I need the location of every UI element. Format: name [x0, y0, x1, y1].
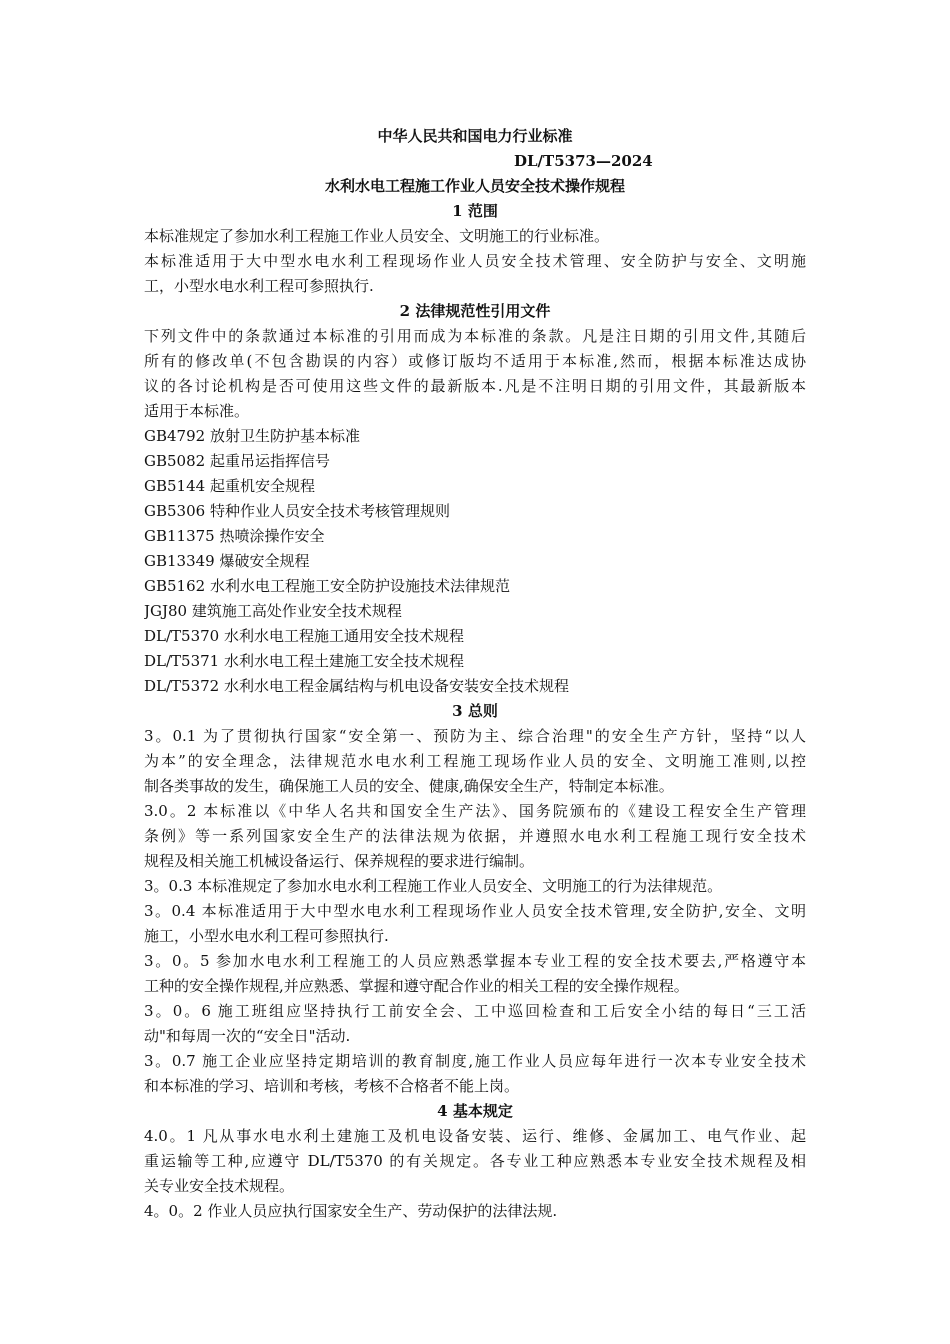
section-heading-basic-rules: 4 基本规定: [437, 1102, 513, 1120]
paragraph-line: 重运输等工种,应遵守 DL/T5370 的有关规定。各专业工种应熟悉本专业安全技术规程及相: [144, 1152, 806, 1170]
standard-org-title: 中华人民共和国电力行业标准: [377, 127, 573, 145]
paragraph-line: 3。0.7 施工企业应坚持定期培训的教育制度,施工作业人员应每年进行一次本专业安全技术: [144, 1052, 806, 1070]
reference-item: DL/T5372 水利水电工程金属结构与机电设备安装安全技术规程: [144, 677, 569, 695]
standard-code: DL/T5373—2024: [514, 152, 653, 170]
reference-item: GB5306 特种作业人员安全技术考核管理规则: [144, 502, 450, 520]
paragraph-line: 本标准规定了参加水利工程施工作业人员安全、文明施工的行业标准。: [144, 227, 610, 245]
section-heading-general: 3 总则: [452, 702, 498, 720]
paragraph-line: 下列文件中的条款通过本标准的引用而成为本标准的条款。凡是注日期的引用文件,其随后: [144, 327, 806, 345]
paragraph-line: 议的各讨论机构是否可使用这些文件的最新版本.凡是不注明日期的引用文件，其最新版本: [144, 377, 806, 395]
reference-item: GB4792 放射卫生防护基本标准: [144, 427, 360, 445]
reference-item: GB5082 起重吊运指挥信号: [144, 452, 330, 470]
paragraph-line: 适用于本标准。: [144, 402, 250, 420]
paragraph-line: 制各类事故的发生，确保施工人员的安全、健康,确保安全生产，特制定本标准。: [144, 777, 674, 795]
paragraph-line: 为本”的安全理念，法律规范水电水利工程施工现场作业人员的安全、文明施工准则,以控: [144, 752, 806, 770]
paragraph-line: 所有的修改单(不包含勘误的内容）或修订版均不适用于本标准,然而，根据本标准达成协: [144, 352, 806, 370]
paragraph-line: 本标准适用于大中型水电水利工程现场作业人员安全技术管理、安全防护与安全、文明施: [144, 252, 806, 270]
document-title: 水利水电工程施工作业人员安全技术操作规程: [324, 177, 625, 195]
paragraph-line: 3.0。2 本标准以《中华人名共和国安全生产法》、国务院颁布的《建设工程安全生产管理: [144, 802, 806, 820]
paragraph-line: 施工，小型水电水利工程可参照执行.: [144, 927, 389, 945]
document-body: [144, 124, 806, 1224]
reference-item: DL/T5371 水利水电工程土建施工安全技术规程: [144, 652, 464, 670]
paragraph-line: 工，小型水电水利工程可参照执行.: [144, 277, 374, 295]
reference-item: DL/T5370 水利水电工程施工通用安全技术规程: [144, 627, 464, 645]
paragraph-line: 4.0。1 凡从事水电水利土建施工及机电设备安装、运行、维修、金属加工、电气作业、起: [144, 1127, 806, 1145]
paragraph-line: 动"和每周一次的“安全日"活动.: [144, 1027, 351, 1045]
reference-item: GB13349 爆破安全规程: [144, 552, 310, 570]
section-heading-scope: 1 范围: [452, 202, 498, 220]
paragraph-line: 3。0.4 本标准适用于大中型水电水利工程现场作业人员安全技术管理,安全防护,安全、文明: [144, 902, 806, 920]
paragraph-line: 规程及相关施工机械设备运行、保养规程的要求进行编制。: [144, 852, 535, 870]
reference-item: GB11375 热喷涂操作安全: [144, 527, 325, 545]
paragraph-line: 3。0。6 施工班组应坚持执行工前安全会、工中巡回检查和工后安全小结的每日“三工活: [144, 1002, 806, 1020]
paragraph-line: 条例》等一系列国家安全生产的法律法规为依据，并遵照水电水利工程施工现行安全技术: [144, 827, 806, 845]
paragraph-line: 3。0。5 参加水电水利工程施工的人员应熟悉掌握本专业工程的安全技术要去,严格遵守本: [144, 952, 806, 970]
paragraph-line: 3。0.1 为了贯彻执行国家“安全第一、预防为主、综合治理"的安全生产方针，坚持“以人: [144, 727, 806, 745]
reference-item: GB5162 水利水电工程施工安全防护设施技术法律规范: [144, 577, 510, 595]
paragraph-line: 工种的安全操作规程,并应熟悉、掌握和遵守配合作业的相关工程的安全操作规程。: [144, 977, 689, 995]
paragraph-line: 3。0.3 本标准规定了参加水电水利工程施工作业人员安全、文明施工的行为法律规范。: [144, 877, 723, 895]
section-heading-references: 2 法律规范性引用文件: [399, 302, 551, 320]
reference-item: GB5144 起重机安全规程: [144, 477, 315, 495]
reference-item: JGJ80 建筑施工高处作业安全技术规程: [144, 602, 402, 620]
paragraph-line: 4。0。2 作业人员应执行国家安全生产、劳动保护的法律法规.: [144, 1202, 558, 1220]
paragraph-line: 关专业安全技术规程。: [144, 1177, 295, 1195]
paragraph-line: 和本标准的学习、培训和考核，考核不合格者不能上岗。: [144, 1077, 520, 1095]
